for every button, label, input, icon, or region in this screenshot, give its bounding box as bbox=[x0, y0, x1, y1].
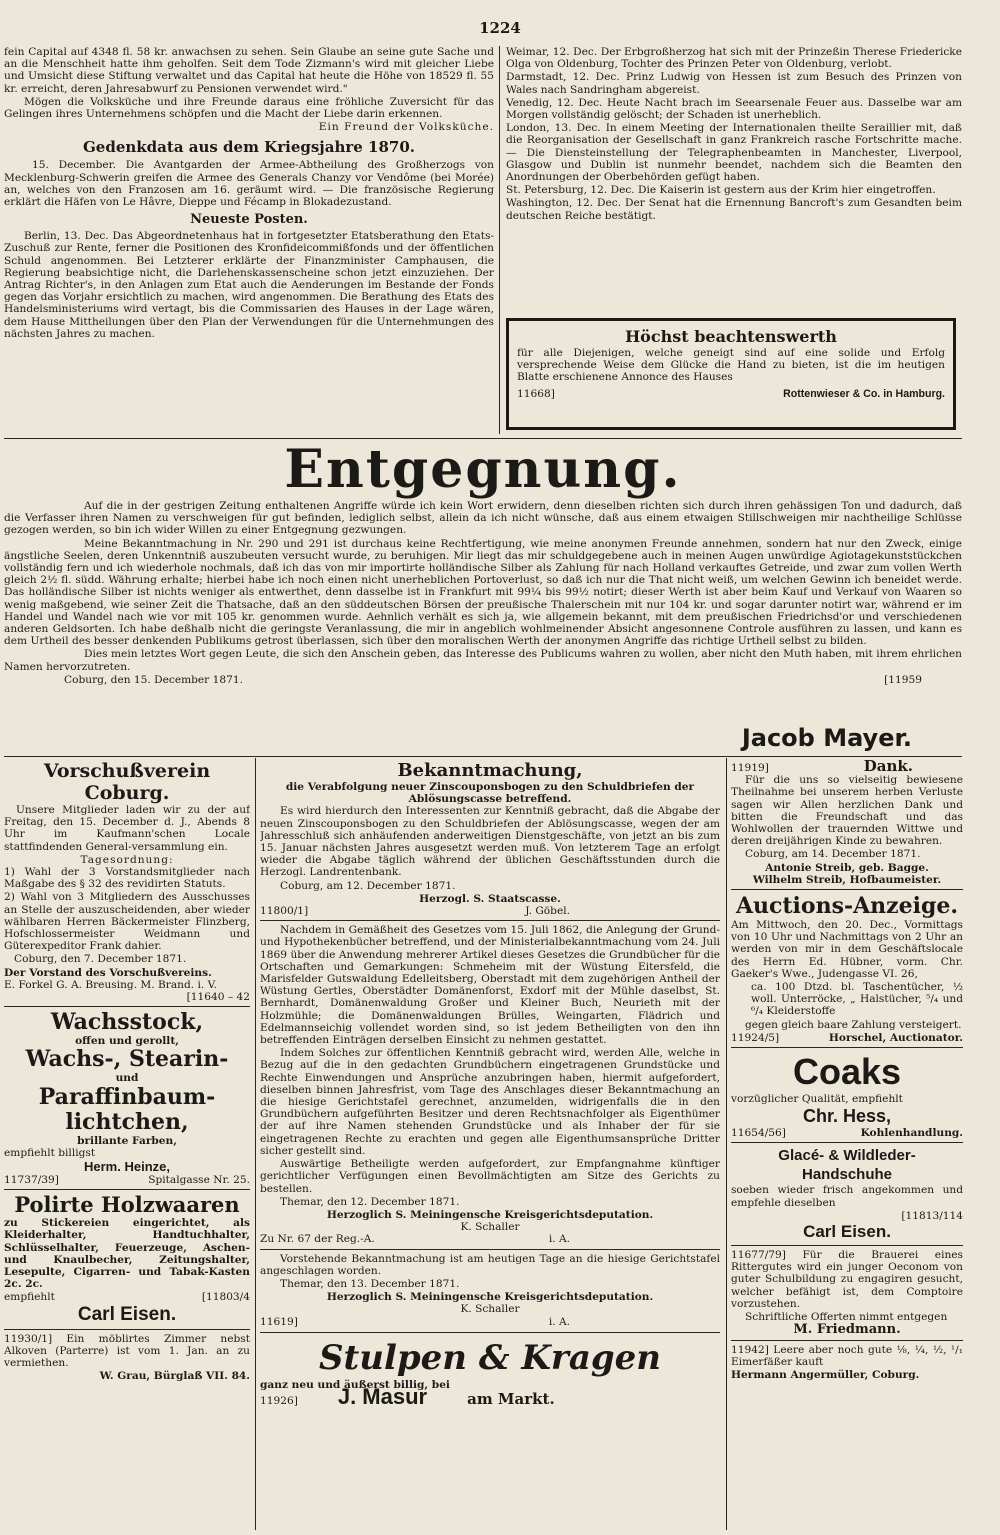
verein-item-2: 2) Wahl von 3 Mitgliedern des Ausschusses an Stelle der auszuscheidenden, aber wieder wählbaren Herren Bäckermeister Flinzberg, Hofschlossermeister Weidmann und Güterexpeditor Frank dahier. bbox=[4, 891, 250, 953]
entgegnung-ref: [11959 bbox=[884, 673, 922, 686]
page-number: 1224 bbox=[479, 19, 521, 37]
zimmer-text: 11930/1] Ein möblirtes Zimmer nebst Alkoven (Parterre) ist vom 1. Jan. an zu vermiethen. bbox=[4, 1332, 250, 1370]
grund-text-3: Auswärtige Betheiligte werden aufgefordert, zur Empfangnahme künftiger gerichtlicher Verfügungen einen Bevollmächtigten am Sitze des Gerichts zu bestellen. bbox=[260, 1158, 720, 1195]
coaks-text: vorzüglicher Qualität, empfiehlt bbox=[731, 1093, 903, 1106]
dank-header bbox=[731, 760, 963, 774]
section-rule-2 bbox=[4, 756, 962, 757]
wachs-line-7: brillante Farben, bbox=[77, 1134, 177, 1147]
entgegnung-signer: Jacob Mayer. bbox=[741, 724, 912, 752]
verein-date: Coburg, den 7. December 1871. bbox=[14, 953, 187, 966]
entgegnung-section bbox=[4, 440, 962, 752]
wachs-line-4: und bbox=[115, 1072, 139, 1085]
divider bbox=[260, 1332, 720, 1333]
auction-items: ca. 100 Dtzd. bl. Taschentücher, ½ woll. Unterröcke, „ Halstücher, ⁵/₄ und ⁶/₄ Kleiderstoffe bbox=[751, 981, 963, 1018]
auction-ref: 11924/5] bbox=[731, 1031, 780, 1044]
wachs-addr: Spitalgasse Nr. 25. bbox=[148, 1174, 250, 1187]
divider bbox=[4, 1329, 250, 1330]
divider bbox=[4, 1006, 250, 1007]
divider bbox=[4, 1189, 250, 1190]
vor-ref: 11619] bbox=[260, 1315, 298, 1328]
coaks-ref: 11654/56] bbox=[731, 1127, 786, 1140]
zimmer-sign: W. Grau, Bürglaß VII. 84. bbox=[99, 1370, 250, 1383]
verein-title: Vorschußverein Coburg. bbox=[43, 760, 211, 804]
divider bbox=[260, 920, 720, 921]
divider bbox=[731, 1340, 963, 1341]
verein-ref: [11640 – 42 bbox=[186, 991, 250, 1004]
divider bbox=[731, 889, 963, 890]
news-darmstadt: Darmstadt, 12. Dec. Prinz Ludwig von Hessen ist zum Besuch des Prinzen von Wales nach Sandringham abgereist. bbox=[506, 71, 962, 96]
holz-firm: Carl Eisen. bbox=[77, 1303, 177, 1325]
section-rule bbox=[4, 438, 962, 439]
gedenk-text: 15. December. Die Avantgarden der Armee-Abtheilung des Großherzogs von Mecklenburg-Schwerin greifen die Armee des Generals Chanzy vor Vendôme (bei Morée) an, welches von den Franzosen am 16. geräumt wird. — Die französische Regierung erklärt die Häfen von Le Hâvre, Dieppe und Fécamp in Blokadezustand. bbox=[4, 159, 494, 209]
vor-footer bbox=[260, 1316, 720, 1328]
stulpen-firm: J. Masur bbox=[337, 1383, 428, 1409]
dank-name-2: Wilhelm Streib, Hofbaumeister. bbox=[752, 873, 942, 886]
entgegnung-footer bbox=[4, 674, 962, 686]
bek-date: Coburg, am 12. December 1871. bbox=[280, 879, 456, 892]
auction-footer bbox=[731, 1032, 963, 1044]
glace-firm: Carl Eisen. bbox=[803, 1222, 891, 1242]
divider bbox=[731, 1245, 963, 1246]
bek-text: Es wird hierdurch den Interessenten zur Kenntniß gebracht, daß die Abgabe der neuen Zinscouponsbogen zu den Schuldbriefen der Ablösungscasse, wegen der am Jahresschluß sich anhäufenden anderweitigen Dienstgeschäfte, von jetzt an bis zum 15. Januar nächsten Jahres ausgesetzt werden muß. Von letzterem Tage an erfolgt wieder die Abgabe täglich während der üblichen Geschäftsstunden durch die Herzogl. Landrentenbank. bbox=[260, 805, 720, 879]
dank-name-1: Antonie Streib, geb. Bagge. bbox=[765, 861, 929, 874]
auction-end: gegen gleich baare Zahlung versteigert. bbox=[745, 1018, 962, 1031]
intro-paragraph: fein Capital auf 4348 fl. 58 kr. anwachsen zu sehen. Sein Glaube an seine gute Sache und an die Menschheit hatte ihm geholfen. Seit dem Tode Zizmann's wird mit gleicher Liebe und Umsicht diese Stiftung verwaltet und das Capital hat heute die Höhe von 18529 fl. 55 kr. erreicht, deren Jahresabwurf zu Pensionen verwendet wird." bbox=[4, 46, 494, 95]
column-left-top bbox=[4, 46, 494, 438]
vor-ia: i. A. bbox=[548, 1315, 570, 1328]
grund-ia: i. A. bbox=[548, 1233, 570, 1246]
stulpen-subtitle: ganz neu und äußerst billig, bei bbox=[260, 1378, 450, 1391]
grund-sign: Herzoglich S. Meiningensche Kreisgerichtsdeputation. bbox=[326, 1208, 654, 1221]
box-ad bbox=[506, 318, 956, 430]
holz-text: zu Stickereien eingerichtet, als Kleiderhalter, Handtuchhalter, Schlüsselhalter, Feuerzeuge, Aschen- und Knaulbecher, Zeitungshalter, Lesepulte, Cigarren- und Tabak-Kasten 2c. 2c. bbox=[4, 1217, 250, 1291]
wachs-line-8: empfiehlt billigst bbox=[4, 1146, 96, 1159]
column-rule-3 bbox=[726, 758, 727, 1530]
news-venedig: Venedig, 12. Dec. Heute Nacht brach im Seearsenale Feuer aus. Dasselbe war am Morgen vollständig gelöscht; der Schaden ist unerheblich. bbox=[506, 96, 962, 122]
entgegnung-title: Entgegnung. bbox=[284, 440, 682, 500]
auction-sign: Horschel, Auctionator. bbox=[828, 1031, 963, 1044]
tagesordnung: Tagesordnung: bbox=[80, 853, 174, 866]
grund-text-2: Indem Solches zur öffentlichen Kenntniß gebracht wird, werden Alle, welche in Bezug auf die in den gedachten Grundbüchern eingetragenen Grundstücke und Rechte Einwendungen und Ansprüche anzubringen haben, hiermit aufgefordert, dieselben binnen Jahresfrist, vom Tage des Anschlages dieser Bekanntmachung an die hiesige Gerichtstafel gerechnet, anzumelden, widrigenfalls die in den Grundbüchern aufgeführten Besitzer und deren Rechtsnachfolger als Eigenthümer der auf ihre Namen stehenden Grundstücke und als Inhaber der für sie eingetragenen Rechte zu erachten und gegen alle Eigenthumsansprüche Dritter sicher gestellt sind. bbox=[260, 1047, 720, 1157]
brau-text-2: Schriftliche Offerten nimmt entgegen bbox=[745, 1311, 948, 1324]
coaks-type: Kohlenhandlung. bbox=[860, 1127, 963, 1140]
bek-sign: Herzogl. S. Staatscasse. bbox=[419, 892, 561, 905]
grund-footer bbox=[260, 1233, 720, 1245]
bek-title: Bekanntmachung, bbox=[397, 760, 583, 781]
entgegnung-p2: Meine Bekanntmachung in Nr. 290 und 291 ist durchaus keine Rechtfertigung, wie meine anonymen Freunde annehmen, sondern hat nur den Zweck, einige ängstliche Seelen, deren Unkenntniß auszubeuten versucht wurde, zu beruhigen. Mir liegt das mir schuldgegebene auch in meinen Augen unwürdige Agiotagekunststückchen vollständig fern und ich wiederhole nochmals, daß ich das von mir importirte holländische Silber als Zahlung für nach Holland verkauftes Getreide, und zwar zum vollen Werth gleich 2½ fl. südd. Währung erhalte; hierbei habe ich noch einen nicht unerheblichen Portoverlust, so daß ich nur die That nicht weiß, um welchen Gewinn ich beneidet werde. Das holländische Silber ist nichts weniger als entwerthet, denn dasselbe ist in Frankfurt mit 99¼ bis 99½ notirt; dieser Werth ist aber beim Kauf und Verkauf von Waaren so wenig maßgebend, wie seiner Zeit die Thatsache, daß an den süddeutschen Börsen der preußische Thalerschein mit nur 104 kr. und sogar darunter notirt war, während er im Handel und Wandel nach wie vor mit 105 kr. genommen wurde. Aehnlich verhält es sich ja, wie allgemein bekannt, mit dem preußischen Friedrichsd'or und verschiedenen anderen Geldsorten. Ich habe deßhalb nicht die geringste Veranlassung, die mir in angeblich wohlmeinender Absicht angesonnene Controle ausführen zu lassen, und kann es dem Urtheil des besser denkenden Publikums getrost überlassen, sich über den moralischen Werth der anonymen Angriffe das richtige Urtheil selbst zu bilden. bbox=[4, 537, 962, 648]
glace-line-2: Handschuhe bbox=[801, 1166, 892, 1184]
brau-text: 11677/79] Für die Brauerei eines Rittergutes wird ein junger Oeconom von guter Schulbildung zu engagiren gesucht, welcher befähigt ist, dem Comptoire vorzustehen. bbox=[731, 1249, 963, 1310]
box-firm: Rottenwieser & Co. in Hamburg. bbox=[783, 387, 945, 400]
column-rule bbox=[499, 46, 500, 434]
entgegnung-p3: Dies mein letztes Wort gegen Leute, die sich den Anschein geben, das Interesse des Publicums wahren zu wollen, aber nicht den Muth haben, mit ihrem ehrlichen Namen hervorzutreten. bbox=[4, 648, 962, 673]
coaks-title: Coaks bbox=[792, 1051, 902, 1093]
verein-names: E. Forkel G. A. Breusing. M. Brand. i. V. bbox=[4, 978, 217, 991]
entgegnung-place: Coburg, den 15. December 1871. bbox=[64, 673, 243, 686]
grund-name: K. Schaller bbox=[460, 1221, 520, 1234]
holz-title: Polirte Holzwaaren bbox=[14, 1192, 240, 1218]
vor-sign: Herzoglich S. Meiningensche Kreisgerichtsdeputation. bbox=[326, 1291, 654, 1304]
stulpen-location: am Markt. bbox=[467, 1389, 555, 1408]
dank-text: Für die uns so vielseitig bewiesene Theilnahme bei unserem herben Verluste sagen wir Allen herzlichen Dank und bitten die Freundschaft und das Wohlwollen der trauernden Wittwe und deren dreijährigen Kinde zu bewahren. bbox=[731, 774, 963, 848]
bek-subtitle: die Verabfolgung neuer Zinscouponsbogen zu den Schuldbriefen der Ablösungscasse betreffend. bbox=[285, 781, 695, 806]
wachs-firm: Herm. Heinze, bbox=[84, 1159, 170, 1175]
grund-zu: Zu Nr. 67 der Reg.-A. bbox=[260, 1233, 375, 1246]
verein-text: Unsere Mitglieder laden wir zu der auf Freitag, den 15. December d. J., Abends 8 Uhr im Kaufmann'schen Locale stattfindenden General-versammlung ein. bbox=[4, 804, 250, 853]
news-london: London, 13. Dec. In einem Meeting der Internationalen theilte Seraillier mit, daß die Reorganisation der Gesellschaft in ganz Frankreich rasche Fortschritte mache. — Die Diensteinstellung der Telegraphenbeamten in Manchester, Liverpool, Glasgow und Dublin ist nunmehr beendet, nachdem sich die Beamten den Anordnungen der Oberbehörden gefügt haben. bbox=[506, 122, 962, 184]
neueste-title: Neueste Posten. bbox=[190, 212, 308, 228]
news-petersburg: St. Petersburg, 12. Dec. Die Kaiserin ist gestern aus der Krim hier eingetroffen. bbox=[506, 184, 936, 197]
box-title: Höchst beachtenswerth bbox=[625, 327, 837, 346]
glace-text: soeben wieder frisch angekommen und empfehle dieselben bbox=[731, 1184, 963, 1209]
box-footer bbox=[517, 388, 945, 400]
holz-empfiehlt: empfiehlt bbox=[4, 1291, 55, 1304]
vor-name: K. Schaller bbox=[460, 1303, 520, 1316]
bek-ref: 11800/1] bbox=[260, 905, 309, 918]
column-rule-2 bbox=[255, 758, 256, 1530]
wachs-line-3: Wachs-, Stearin- bbox=[25, 1046, 229, 1073]
box-text: für alle Diejenigen, welche geneigt sind auf eine solide und Erfolg versprechende Weise dem Glücke die Hand zu bieten, ist die im heutigen Blatte erschienene Annonce des Hauses bbox=[517, 347, 945, 384]
divider bbox=[731, 1047, 963, 1048]
grund-date: Themar, den 12. December 1871. bbox=[280, 1195, 460, 1208]
verein-item-1: 1) Wahl der 3 Vorstandsmitglieder nach Maßgabe des § 32 des revidirten Statuts. bbox=[4, 866, 250, 891]
right-column bbox=[731, 760, 963, 1530]
wachs-line-6: lichtchen, bbox=[65, 1108, 189, 1135]
entgegnung-p1: Auf die in der gestrigen Zeitung enthaltenen Angriffe würde ich kein Wort erwidern, denn dieselben richten sich durch ihren gehässigen Ton und dadurch, daß die Verfasser ihren Namen zu verschweigen für gut befinden, lediglich selbst, allein da ich nicht wünsche, daß aus einem etwaigen Stillschweigen mir nachtheilige Schlüsse gezogen werden, so bin ich wider Willen zu einer Entgegnung gezwungen. bbox=[4, 500, 962, 537]
stulpen-ref: 11926] bbox=[260, 1394, 298, 1407]
bek-footer bbox=[260, 905, 720, 917]
left-column bbox=[4, 760, 250, 1530]
stulpen-title: Stulpen & Kragen bbox=[318, 1337, 661, 1378]
divider bbox=[731, 1142, 963, 1143]
holz-footer bbox=[4, 1291, 250, 1303]
bek-name: J. Göbel. bbox=[525, 905, 570, 918]
verein-sign: Der Vorstand des Vorschußvereins. bbox=[4, 966, 212, 979]
holz-ref: [11803/4 bbox=[201, 1291, 250, 1304]
vor-date: Themar, den 13. December 1871. bbox=[280, 1277, 460, 1290]
vor-text: Vorstehende Bekanntmachung ist am heutigen Tage an die hiesige Gerichtstafel angeschlagen worden. bbox=[260, 1252, 720, 1277]
divider bbox=[260, 1249, 720, 1250]
gedenk-title: Gedenkdata aus dem Kriegsjahre 1870. bbox=[83, 138, 415, 157]
middle-column bbox=[260, 760, 720, 1530]
glace-ref: [11813/114 bbox=[901, 1209, 963, 1222]
dank-date: Coburg, am 14. December 1871. bbox=[745, 848, 921, 861]
wish-paragraph: Mögen die Volksküche und ihre Freunde daraus eine fröhliche Zuversicht für das Gelingen ihres Unternehmens schöpfen und die Macht der Liebe darin erkennen. bbox=[4, 95, 494, 121]
news-weimar: Weimar, 12. Dec. Der Erbgroßherzog hat sich mit der Prinzeßin Therese Friedericke Olga von Oldenburg, Tochter des Prinzen Peter von Oldenburg, verlobt. bbox=[506, 46, 962, 71]
auction-title: Auctions-Anzeige. bbox=[735, 893, 959, 920]
auction-text: Am Mittwoch, den 20. Dec., Vormittags von 10 Uhr und Nachmittags von 2 Uhr an werden von mir in dem Geschäftslocale des Herrn Ed. Hübner, vorm. Chr. Gaeker's Wwe., Judengasse VI. 26, bbox=[731, 919, 963, 980]
column-right-top bbox=[506, 46, 962, 302]
wachs-line-1: Wachsstock, bbox=[50, 1009, 204, 1036]
coaks-firm: Chr. Hess, bbox=[802, 1106, 892, 1127]
brau-firm: M. Friedmann. bbox=[793, 1322, 901, 1338]
wachs-line-5: Paraffinbaum- bbox=[38, 1083, 216, 1110]
wachs-line-2: offen und gerollt, bbox=[75, 1035, 179, 1048]
grund-text: Nachdem in Gemäßheit des Gesetzes vom 15. Juli 1862, die Anlegung der Grund- und Hypothekenbücher betreffend, und der Ministerialbekanntmachung vom 24. Juli 1869 über die Anwendung mehrerer Artikel dieses Gesetzes die Grundbücher für die Ortschaften und Gemarkungen: Schmeheim mit der Wüstung Eitersfeld, die Marisfelder Gutswaldung Edelleitsberg, Oberstadt mit dem zugehörigen Antheil der Wüstung Gertles, Oberstädter Domänenforst, Exdorf mit der Mühle daselbst, St. Bernhardt, Domänenwaldung Großer und Kleiner Buch, Neurieth mit der Holzmühle; die Domänenwaldungen Brülles, Weingarten, Flädrich und Edelmannseichig vollendet worden sind, so ist jedem Betheiligten von den ihn betreffenden Einträgen derselben Einsicht zu nehmen gestattet. bbox=[260, 924, 720, 1047]
news-washington: Washington, 12. Dec. Der Senat hat die Ernennung Bancroft's zum Gesandten beim deutschen Reiche bestätigt. bbox=[506, 197, 962, 222]
wachs-footer bbox=[4, 1174, 250, 1186]
signature: Ein Freund der Volksküche. bbox=[318, 121, 494, 134]
wachs-ref: 11737/39] bbox=[4, 1174, 59, 1187]
dank-ref: 11919] bbox=[731, 762, 769, 774]
coaks-footer bbox=[731, 1127, 963, 1139]
fass-firm: Hermann Angermüller, Coburg. bbox=[731, 1368, 920, 1381]
fass-text: 11942] Leere aber noch gute ⅛, ¼, ½, ¹/₁ Eimerfäßer kauft bbox=[731, 1343, 963, 1368]
box-ref: 11668] bbox=[517, 387, 555, 400]
glace-line-1: Glacé- & Wildleder- bbox=[778, 1147, 916, 1165]
dank-title: Dank. bbox=[863, 760, 913, 775]
neueste-text: Berlin, 13. Dec. Das Abgeordnetenhaus hat in fortgesetzter Etatsberathung den Etats-Zuschuß zur Rente, ferner die Positionen des Kronfideicommißfonds und der öffentlichen Schuld angenommen. Bei Letzterer erklärte der Finanzminister Camphausen, die Regierung beabsichtige nicht, die Darlehenskassenscheine schon jetzt einzuziehen. Der Antrag Richter's, in den Anlagen zum Etat auch die Aenderungen im Bestande der Fonds gegen das Vorjahr ersichtlich zu machen, wird angenommen. Die Berathung des Etats des Handelsministeriums wird vertagt, bis die Commissarien des Hauses in der Lage wären, dem Hause Mittheilungen über den Plan der Verwendungen für die Unternehmungen des nächsten Jahres zu machen. bbox=[4, 230, 494, 340]
